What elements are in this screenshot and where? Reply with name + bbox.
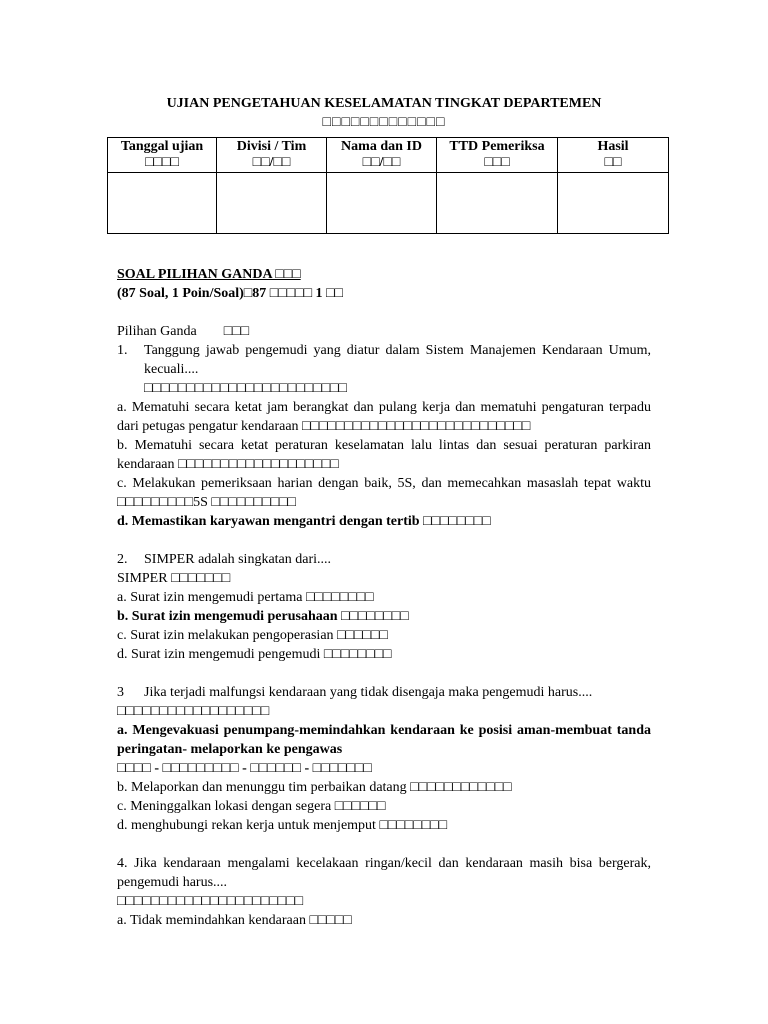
examiner-signature-cell[interactable] [437,173,558,234]
question-translation: □□□□□□□□□□□□□□□□□□□□□□ [117,894,304,909]
exam-info-table [107,137,669,234]
question-number: 3 [117,685,124,700]
question-text: Jika kendaraan mengalami kecelakaan ringan/kecil dan kendaraan masih bisa bergerak, pengemudi harus.... [117,856,651,890]
question-number: 1. [117,343,128,358]
question-text: Tanggung jawab pengemudi yang diatur dalam Sistem Manajemen Kendaraan Umum, kecuali.... [144,343,651,377]
col-examiner-signature: TTD Pemeriksa □□□ [437,138,558,173]
col-name-id: Nama dan ID □□/□□ [327,138,437,173]
option-3c: c. Meninggalkan lokasi dengan segera □□□□□□ [117,799,386,814]
document-body [117,265,651,930]
option-4a: a. Tidak memindahkan kendaraan □□□□□ [117,913,352,928]
name-id-cell[interactable] [327,173,437,234]
table-header-row [108,138,669,173]
question-4 [117,854,651,892]
question-text: Jika terjadi malfungsi kendaraan yang tidak disengaja maka pengemudi harus.... [144,685,593,700]
question-translation: □□□□□□□□□□□□□□□□□□ [117,704,270,719]
table-entry-row [108,173,669,234]
question-text: SIMPER adalah singkatan dari.... [144,552,332,567]
col-division-team: Divisi / Tim □□/□□ [217,138,327,173]
question-type-label: Pilihan Ganda [117,324,197,339]
section-subtitle: (87 Soal, 1 Poin/Soal)□87 □□□□□ 1 □□ [117,286,343,301]
question-number: 2. [117,552,128,567]
col-exam-date: Tanggal ujian □□□□ [108,138,217,173]
document-title: UJIAN PENGETAHUAN KESELAMATAN TINGKAT DEPARTEMEN [166,96,602,111]
option-3d: d. menghubungi rekan kerja untuk menjemput □□□□□□□□ [117,818,448,833]
question-2 [117,550,651,569]
option-3a-answer: a. Mengevakuasi penumpang-memindahkan kendaraan ke posisi aman-membuat tanda peringatan- melaporkan ke pengawas [117,723,651,757]
question-type-line [117,322,651,341]
option-3b: b. Melaporkan dan menunggu tim perbaikan datang □□□□□□□□□□□□ [117,780,512,795]
option-1d-answer: d. Memastikan karyawan mengantri dengan tertib □□□□□□□□ [117,514,491,529]
option-2c: c. Surat izin melakukan pengoperasian □□□□□□ [117,628,388,643]
option-1b: b. Mematuhi secara ketat peraturan keselamatan lalu lintas dan sesuai peraturan parkiran kendaraan □□□□□□□□□□□□□□□□□□□ [117,438,651,472]
option-3a-translation: □□□□ - □□□□□□□□□ - □□□□□□ - □□□□□□□ [117,761,372,776]
result-cell[interactable] [558,173,669,234]
document-subtitle: □□□□□□□□□□□□□ [322,115,446,130]
section-title: SOAL PILIHAN GANDA □□□ [117,267,301,282]
option-2a: a. Surat izin mengemudi pertama □□□□□□□□ [117,590,374,605]
option-1a: a. Mematuhi secara ketat jam berangkat dan pulang kerja dan mematuhi pengaturan terpadu dari petugas pengatur kendaraan □□□□□□□□□□□□□□□□□□□□□□□□□□□ [117,400,651,434]
exam-date-cell[interactable] [108,173,217,234]
question-translation: SIMPER □□□□□□□ [117,571,231,586]
option-2b-answer: b. Surat izin mengemudi perusahaan □□□□□□□□ [117,609,409,624]
question-3 [117,683,651,702]
col-result: Hasil □□ [558,138,669,173]
question-1 [117,341,651,379]
division-team-cell[interactable] [217,173,327,234]
option-1c: c. Melakukan pemeriksaan harian dengan baik, 5S, dan memecahkan masaslah tepat waktu □□□□□□□□□5S □□□□□□□□□□ [117,476,651,510]
option-2d: d. Surat izin mengemudi pengemudi □□□□□□□□ [117,647,392,662]
question-translation: □□□□□□□□□□□□□□□□□□□□□□□□ [144,381,347,396]
question-number: 4. [117,856,128,871]
question-type-sub: □□□ [223,324,250,339]
